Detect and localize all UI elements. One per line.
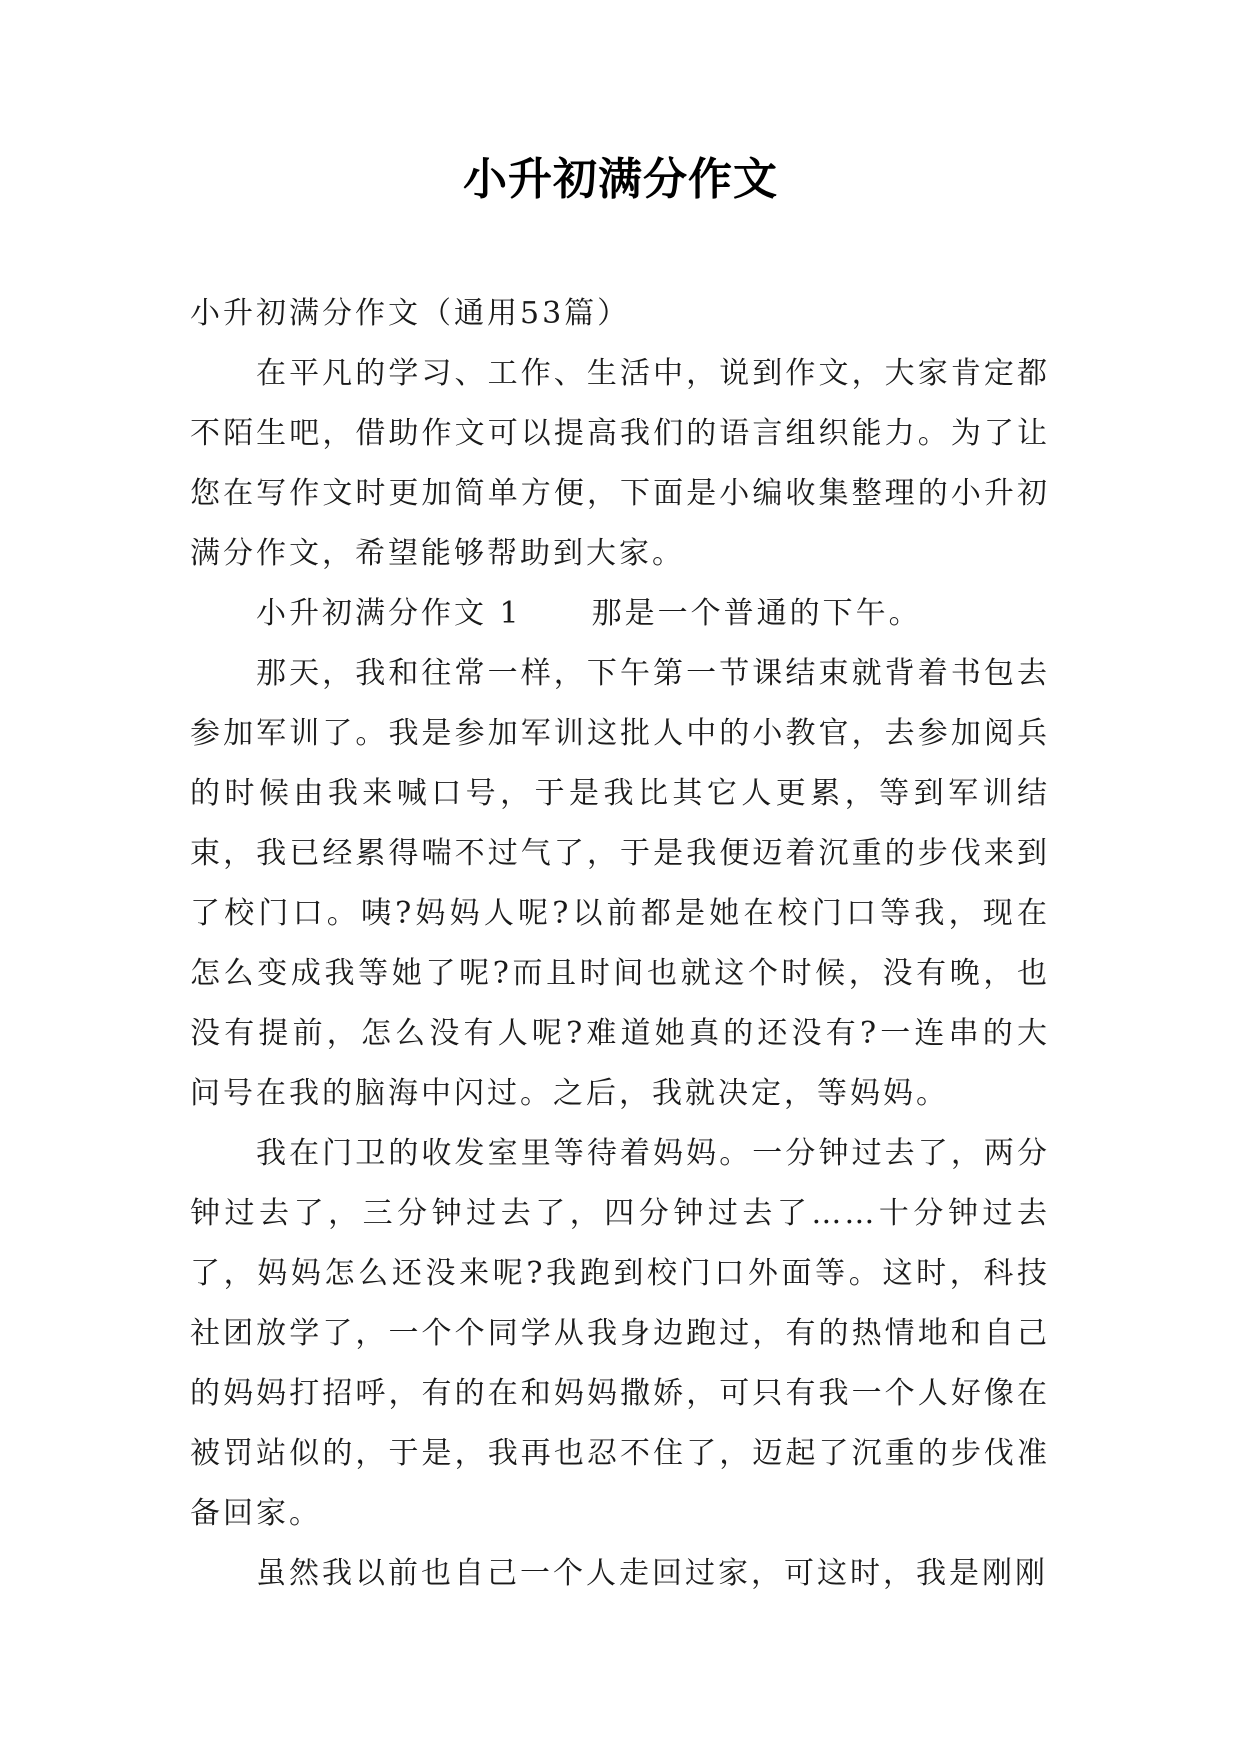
document-title: 小升初满分作文 [463, 154, 778, 205]
intro-paragraph: 在平凡的学习、工作、生活中，说到作文，大家肯定都不陌生吧，借助作文可以提高我们的语言组织能力。为了让您在写作文时更加简单方便，下面是小编收集整理的小升初满分作文，希望能够帮助到大家。 [190, 356, 1050, 571]
essay-heading: 小升初满分作文 1 [256, 596, 522, 631]
essay-heading-line [190, 584, 1050, 644]
essay-first-line: 那是一个普通的下午。 [591, 596, 922, 631]
document-subtitle: 小升初满分作文（通用53篇） [190, 296, 631, 331]
essay-paragraph: 那天，我和往常一样，下午第一节课结束就背着书包去参加军训了。我是参加军训这批人中的小教官，去参加阅兵的时候由我来喊口号，于是我比其它人更累，等到军训结束，我已经累得喘不过气了，于是我便迈着沉重的步伐来到了校门口。咦?妈妈人呢?以前都是她在校门口等我，现在怎么变成我等她了呢?而且时间也就这个时候，没有晚，也没有提前，怎么没有人呢?难道她真的还没有?一连串的大问号在我的脑海中闪过。之后，我就决定，等妈妈。 [190, 656, 1050, 1111]
essay-paragraph: 虽然我以前也自己一个人走回过家，可这时，我是刚刚 [256, 1556, 1048, 1591]
document-body [190, 284, 1050, 1604]
essay-paragraph: 我在门卫的收发室里等待着妈妈。一分钟过去了，两分钟过去了，三分钟过去了，四分钟过去了……十分钟过去了，妈妈怎么还没来呢?我跑到校门口外面等。这时，科技社团放学了，一个个同学从我身边跑过，有的热情地和自己的妈妈打招呼，有的在和妈妈撒娇，可只有我一个人好像在被罚站似的，于是，我再也忍不住了，迈起了沉重的步伐准备回家。 [190, 1136, 1050, 1531]
